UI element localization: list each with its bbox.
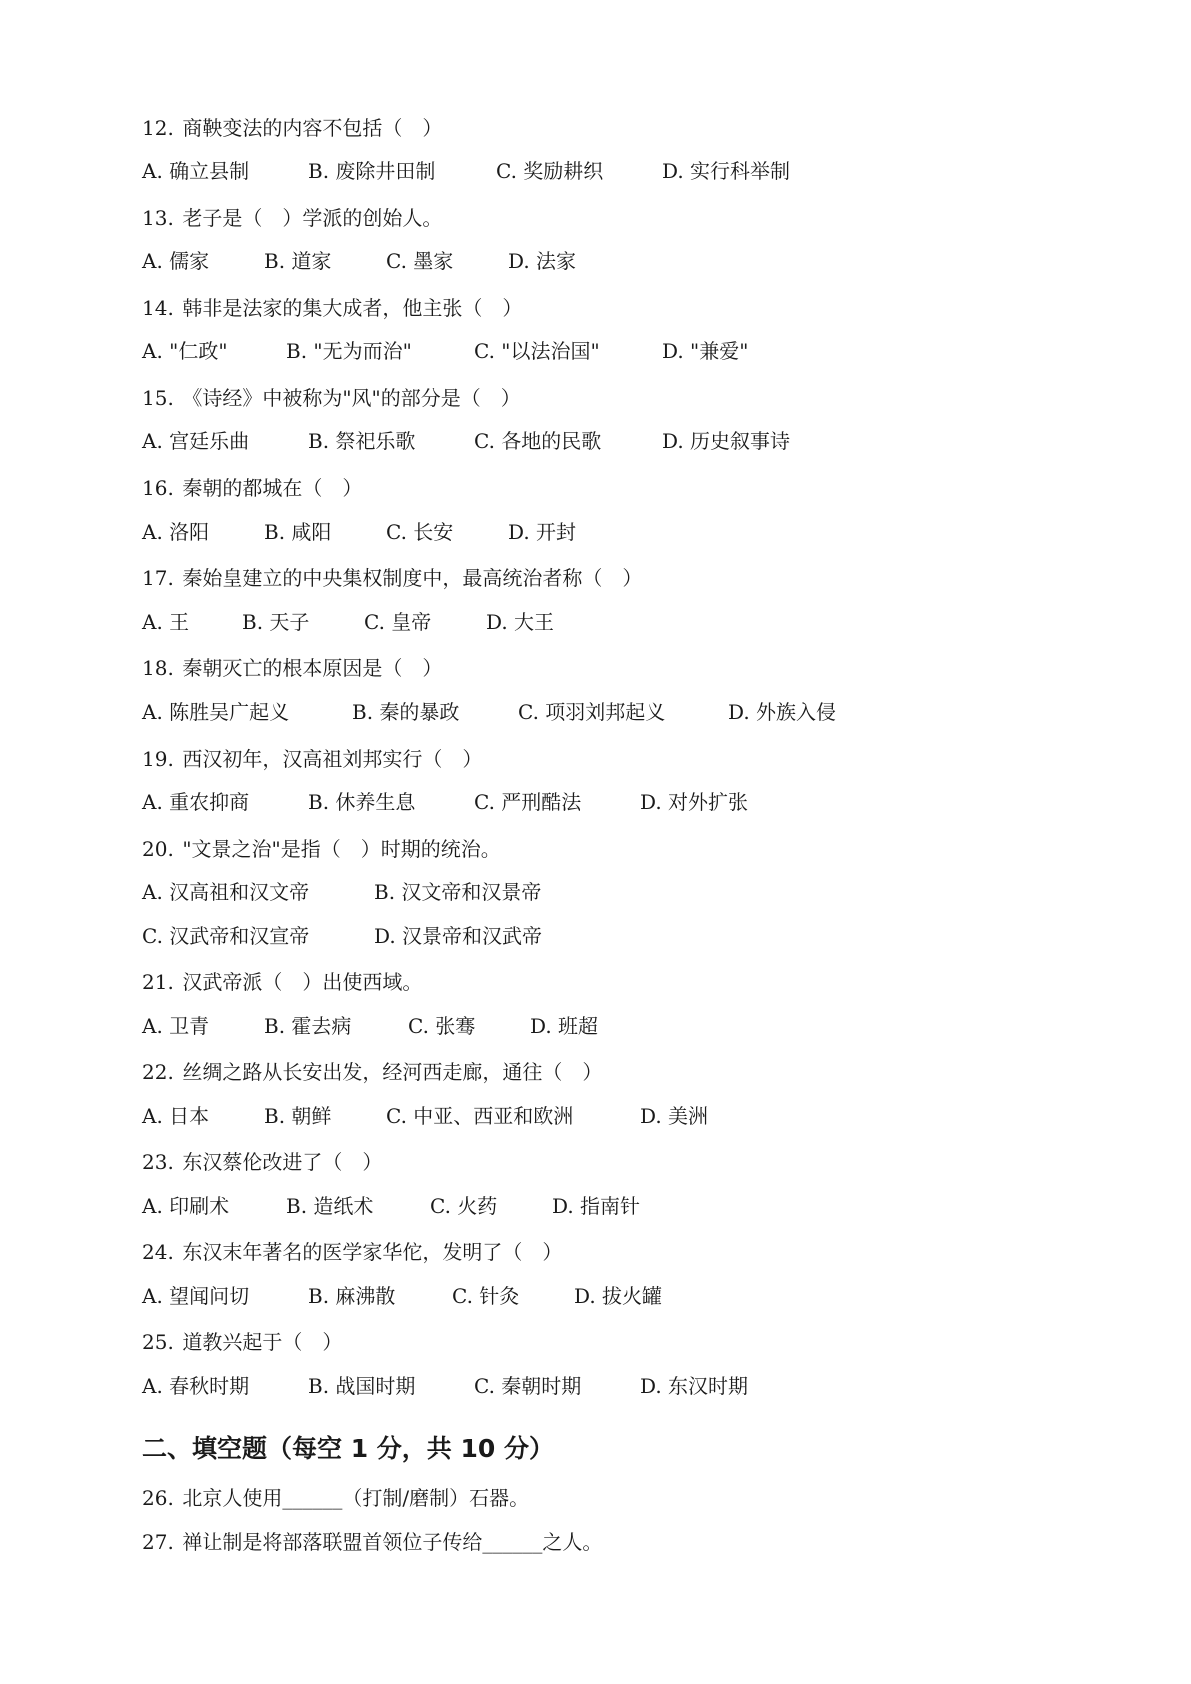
question-text: 北京人使用______（打制/磨制）石器。 xyxy=(182,1486,530,1510)
option-b: B. 废除井田制 xyxy=(308,159,436,183)
option-a: A. 确立县制 xyxy=(142,159,250,183)
option-a: A. 汉高祖和汉文帝 xyxy=(142,880,310,904)
option-a: A. "仁政" xyxy=(142,339,228,363)
question-12-stem xyxy=(142,116,442,140)
question-number: 14. xyxy=(142,296,174,320)
option-b: B. 道家 xyxy=(264,249,332,273)
option-d: D. 班超 xyxy=(530,1014,599,1038)
option-a: A. 洛阳 xyxy=(142,520,210,544)
option-b: B. 秦的暴政 xyxy=(352,700,460,724)
question-text: "文景之治"是指（ ）时期的统治。 xyxy=(182,837,501,861)
question-text: 丝绸之路从长安出发，经河西走廊，通往（ ） xyxy=(182,1060,603,1084)
option-c: C. 针灸 xyxy=(452,1284,520,1308)
option-d: D. 拔火罐 xyxy=(574,1284,663,1308)
option-c: C. 长安 xyxy=(386,520,454,544)
question-text: 秦始皇建立的中央集权制度中，最高统治者称（ ） xyxy=(182,566,643,590)
question-21-stem xyxy=(142,970,422,994)
option-c: C. 皇帝 xyxy=(364,610,432,634)
question-text: 秦朝灭亡的根本原因是（ ） xyxy=(182,656,443,680)
option-a: A. 卫青 xyxy=(142,1014,210,1038)
question-text: 西汉初年，汉高祖刘邦实行（ ） xyxy=(182,747,483,771)
question-text: 东汉末年著名的医学家华佗，发明了（ ） xyxy=(182,1240,563,1264)
option-a: A. 印刷术 xyxy=(142,1194,230,1218)
question-22-stem xyxy=(142,1060,602,1084)
fill-blank-26 xyxy=(142,1486,529,1510)
question-number: 22. xyxy=(142,1060,174,1084)
question-number: 24. xyxy=(142,1240,174,1264)
option-a: A. 重农抑商 xyxy=(142,790,250,814)
question-text: 秦朝的都城在（ ） xyxy=(182,476,363,500)
question-text: 汉武帝派（ ）出使西域。 xyxy=(182,970,423,994)
option-a: A. 儒家 xyxy=(142,249,210,273)
question-number: 13. xyxy=(142,206,174,230)
question-number: 19. xyxy=(142,747,174,771)
question-14-stem xyxy=(142,296,522,320)
question-25-stem xyxy=(142,1330,342,1354)
question-number: 12. xyxy=(142,116,174,140)
question-20-stem xyxy=(142,837,501,861)
option-a: A. 春秋时期 xyxy=(142,1374,250,1398)
option-a: A. 宫廷乐曲 xyxy=(142,429,250,453)
question-23-stem xyxy=(142,1150,382,1174)
option-d: D. 实行科举制 xyxy=(662,159,791,183)
question-text: 禅让制是将部落联盟首领位子传给______之人。 xyxy=(182,1530,603,1554)
question-number: 17. xyxy=(142,566,174,590)
option-b: B. 朝鲜 xyxy=(264,1104,332,1128)
option-b: B. 霍去病 xyxy=(264,1014,352,1038)
question-15-stem xyxy=(142,386,521,410)
question-number: 20. xyxy=(142,837,174,861)
option-d: D. 美洲 xyxy=(640,1104,709,1128)
option-d: D. 开封 xyxy=(508,520,577,544)
question-number: 26. xyxy=(142,1486,174,1510)
option-c: C. 汉武帝和汉宣帝 xyxy=(142,924,310,948)
option-c: C. 秦朝时期 xyxy=(474,1374,582,1398)
option-c: C. 项羽刘邦起义 xyxy=(518,700,666,724)
option-b: B. "无为而治" xyxy=(286,339,412,363)
question-number: 25. xyxy=(142,1330,174,1354)
question-number: 27. xyxy=(142,1530,174,1554)
option-b: B. 天子 xyxy=(242,610,310,634)
option-b: B. 麻沸散 xyxy=(308,1284,396,1308)
question-number: 21. xyxy=(142,970,174,994)
question-24-stem xyxy=(142,1240,562,1264)
option-d: D. 法家 xyxy=(508,249,577,273)
option-d: D. 外族入侵 xyxy=(728,700,837,724)
question-text: 韩非是法家的集大成者，他主张（ ） xyxy=(182,296,523,320)
option-a: A. 陈胜吴广起义 xyxy=(142,700,290,724)
option-b: B. 战国时期 xyxy=(308,1374,416,1398)
question-text: 道教兴起于（ ） xyxy=(182,1330,343,1354)
option-d: D. 大王 xyxy=(486,610,555,634)
question-18-stem xyxy=(142,656,442,680)
option-a: A. 王 xyxy=(142,610,190,634)
question-13-stem xyxy=(142,206,442,230)
option-a: A. 日本 xyxy=(142,1104,210,1128)
option-d: D. 历史叙事诗 xyxy=(662,429,791,453)
option-c: C. 墨家 xyxy=(386,249,454,273)
question-number: 18. xyxy=(142,656,174,680)
question-text: 《诗经》中被称为"风"的部分是（ ） xyxy=(182,386,521,410)
section-heading: 二、填空题（每空 1 分，共 10 分） xyxy=(142,1434,555,1463)
question-number: 16. xyxy=(142,476,174,500)
option-d: D. "兼爱" xyxy=(662,339,749,363)
question-text: 老子是（ ）学派的创始人。 xyxy=(182,206,443,230)
question-number: 23. xyxy=(142,1150,174,1174)
option-d: D. 东汉时期 xyxy=(640,1374,749,1398)
option-a: A. 望闻问切 xyxy=(142,1284,250,1308)
question-16-stem xyxy=(142,476,362,500)
fill-blank-27 xyxy=(142,1530,602,1554)
option-b: B. 祭祀乐歌 xyxy=(308,429,416,453)
option-c: C. "以法治国" xyxy=(474,339,600,363)
question-text: 商鞅变法的内容不包括（ ） xyxy=(182,116,443,140)
option-c: C. 严刑酷法 xyxy=(474,790,582,814)
question-text: 东汉蔡伦改进了（ ） xyxy=(182,1150,383,1174)
option-c: C. 中亚、西亚和欧洲 xyxy=(386,1104,574,1128)
option-c: C. 张骞 xyxy=(408,1014,476,1038)
option-d: D. 对外扩张 xyxy=(640,790,749,814)
option-c: C. 奖励耕织 xyxy=(496,159,604,183)
option-b: B. 休养生息 xyxy=(308,790,416,814)
option-c: C. 火药 xyxy=(430,1194,498,1218)
option-d: D. 汉景帝和汉武帝 xyxy=(374,924,543,948)
option-c: C. 各地的民歌 xyxy=(474,429,602,453)
option-b: B. 造纸术 xyxy=(286,1194,374,1218)
option-b: B. 咸阳 xyxy=(264,520,332,544)
option-d: D. 指南针 xyxy=(552,1194,641,1218)
question-17-stem xyxy=(142,566,642,590)
question-number: 15. xyxy=(142,386,174,410)
option-b: B. 汉文帝和汉景帝 xyxy=(374,880,542,904)
question-19-stem xyxy=(142,747,482,771)
